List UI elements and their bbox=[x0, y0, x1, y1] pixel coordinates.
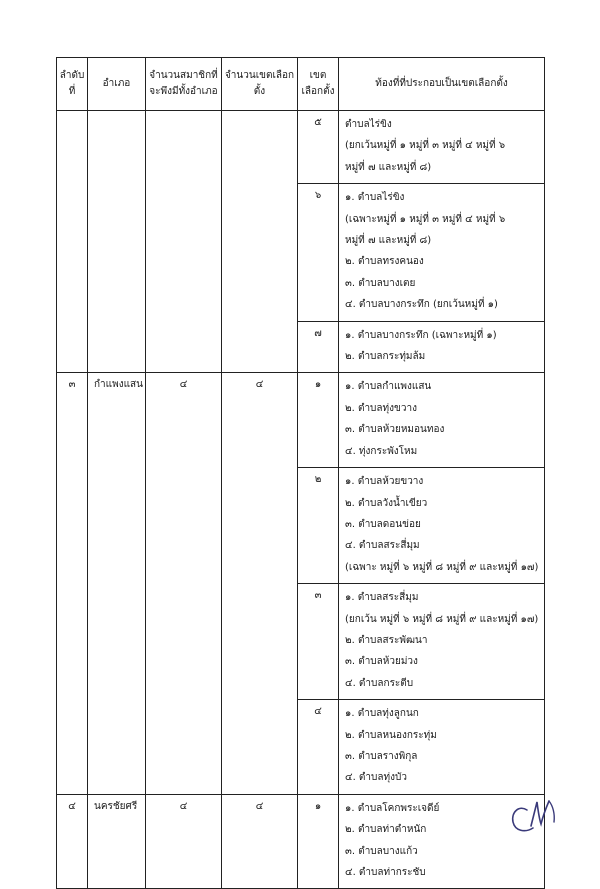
cell-zone: ๔ bbox=[298, 700, 339, 795]
cell-zones-count: ๔ bbox=[222, 794, 298, 889]
area-line: ๒. ตำบลทุ่งขวาง bbox=[345, 402, 417, 414]
table-header-row bbox=[57, 58, 545, 111]
cell-areas bbox=[339, 468, 545, 584]
area-line: ๒. ตำบลกระทุ่มล้ม bbox=[345, 351, 426, 363]
header-zones-count: จำนวนเขตเลือกตั้ง bbox=[222, 58, 298, 111]
table-row bbox=[57, 373, 545, 468]
area-line: หมู่ที่ ๗ และหมู่ที่ ๘) bbox=[345, 161, 432, 173]
area-line: ๑. ตำบลไร่ขิง bbox=[345, 192, 405, 204]
cell-zone: ๑ bbox=[298, 794, 339, 889]
area-line: ๔. ตำบลกระตีบ bbox=[345, 677, 414, 689]
cell-zones-count bbox=[222, 111, 298, 373]
area-line: ๓. ตำบลบางเตย bbox=[345, 277, 416, 289]
area-line: ๓. ตำบลบางแก้ว bbox=[345, 845, 418, 857]
area-line: ๒. ตำบลหนองกระทุ่ม bbox=[345, 729, 437, 741]
cell-zone: ๖ bbox=[298, 184, 339, 321]
cell-zone: ๓ bbox=[298, 584, 339, 700]
area-line: ๑. ตำบลบางกระทึก (เฉพาะหมู่ที่ ๑) bbox=[345, 329, 497, 341]
cell-district: กำแพงแสน bbox=[88, 373, 146, 794]
area-line: ๔. ตำบลสระสี่มุม bbox=[345, 540, 420, 552]
header-members: จำนวนสมาชิกที่จะพึงมีทั้งอำเภอ bbox=[146, 58, 222, 111]
cell-zone: ๒ bbox=[298, 468, 339, 584]
area-line: ๒. ตำบลสระพัฒนา bbox=[345, 634, 428, 646]
area-line: ๔. ทุ่งกระพังโหม bbox=[345, 445, 418, 457]
area-line: ๔. ตำบลทุ่งบัว bbox=[345, 772, 407, 784]
area-line: ๒. ตำบลวังน้ำเขียว bbox=[345, 497, 428, 509]
header-order: ลำดับที่ bbox=[57, 58, 88, 111]
cell-areas bbox=[339, 111, 545, 184]
election-zone-table bbox=[56, 57, 545, 889]
area-line: ๑. ตำบลสระสี่มุม bbox=[345, 592, 419, 604]
cell-order: ๔ bbox=[57, 794, 88, 889]
cell-district bbox=[88, 111, 146, 373]
cell-zones-count: ๔ bbox=[222, 373, 298, 794]
cell-members: ๔ bbox=[146, 373, 222, 794]
header-zone: เขตเลือกตั้ง bbox=[298, 58, 339, 111]
area-line: ๓. ตำบลห้วยหมอนทอง bbox=[345, 424, 445, 436]
area-line: ตำบลไร่ขิง bbox=[345, 119, 392, 130]
cell-areas bbox=[339, 373, 545, 468]
area-line: ๑. ตำบลโคกพระเจดีย์ bbox=[345, 802, 440, 814]
area-line: ๓. ตำบลดอนข่อย bbox=[345, 518, 421, 530]
cell-zone: ๑ bbox=[298, 373, 339, 468]
cell-order bbox=[57, 111, 88, 373]
cell-zone: ๕ bbox=[298, 111, 339, 184]
area-line: ๓. ตำบลรางพิกุล bbox=[345, 750, 418, 762]
cell-members: ๔ bbox=[146, 794, 222, 889]
cell-members bbox=[146, 111, 222, 373]
cell-zone: ๗ bbox=[298, 321, 339, 373]
header-areas: ท้องที่ที่ประกอบเป็นเขตเลือกตั้ง bbox=[339, 58, 545, 111]
table-row bbox=[57, 794, 545, 889]
table-row bbox=[57, 111, 545, 184]
area-line: ๔. ตำบลบางกระทึก (ยกเว้นหมู่ที่ ๑) bbox=[345, 299, 498, 311]
area-line: ๔. ตำบลท่ากระชับ bbox=[345, 867, 426, 878]
table-body bbox=[57, 111, 545, 889]
area-line: (ยกเว้น หมู่ที่ ๖ หมู่ที่ ๘ หมู่ที่ ๙ และหมู่ที่ ๑๗) bbox=[345, 613, 539, 625]
area-line: ๑. ตำบลทุ่งลูกนก bbox=[345, 708, 419, 720]
cell-areas bbox=[339, 700, 545, 795]
area-line: ๑. ตำบลห้วยขวาง bbox=[345, 476, 424, 488]
area-line: (เฉพาะหมู่ที่ ๑ หมู่ที่ ๓ หมู่ที่ ๔ หมู่ที่ ๖ bbox=[345, 213, 506, 225]
cell-order: ๓ bbox=[57, 373, 88, 794]
area-line: ๒. ตำบลท่าตำหนัก bbox=[345, 824, 427, 836]
cell-areas bbox=[339, 184, 545, 321]
area-line: ๑. ตำบลกำแพงแสน bbox=[345, 381, 432, 393]
cell-areas bbox=[339, 584, 545, 700]
area-line: (เฉพาะ หมู่ที่ ๖ หมู่ที่ ๘ หมู่ที่ ๙ และหมู่ที่ ๑๗) bbox=[345, 561, 539, 573]
cell-areas bbox=[339, 321, 545, 373]
header-district: อำเภอ bbox=[88, 58, 146, 111]
cell-district: นครชัยศรี bbox=[88, 794, 146, 889]
signature-initials bbox=[505, 796, 565, 838]
area-line: หมู่ที่ ๗ และหมู่ที่ ๘) bbox=[345, 235, 432, 247]
area-line: (ยกเว้นหมู่ที่ ๑ หมู่ที่ ๓ หมู่ที่ ๔ หมู่ที่ ๖ bbox=[345, 140, 506, 152]
area-line: ๒. ตำบลทรงคนอง bbox=[345, 256, 424, 268]
area-line: ๓. ตำบลห้วยม่วง bbox=[345, 656, 418, 668]
